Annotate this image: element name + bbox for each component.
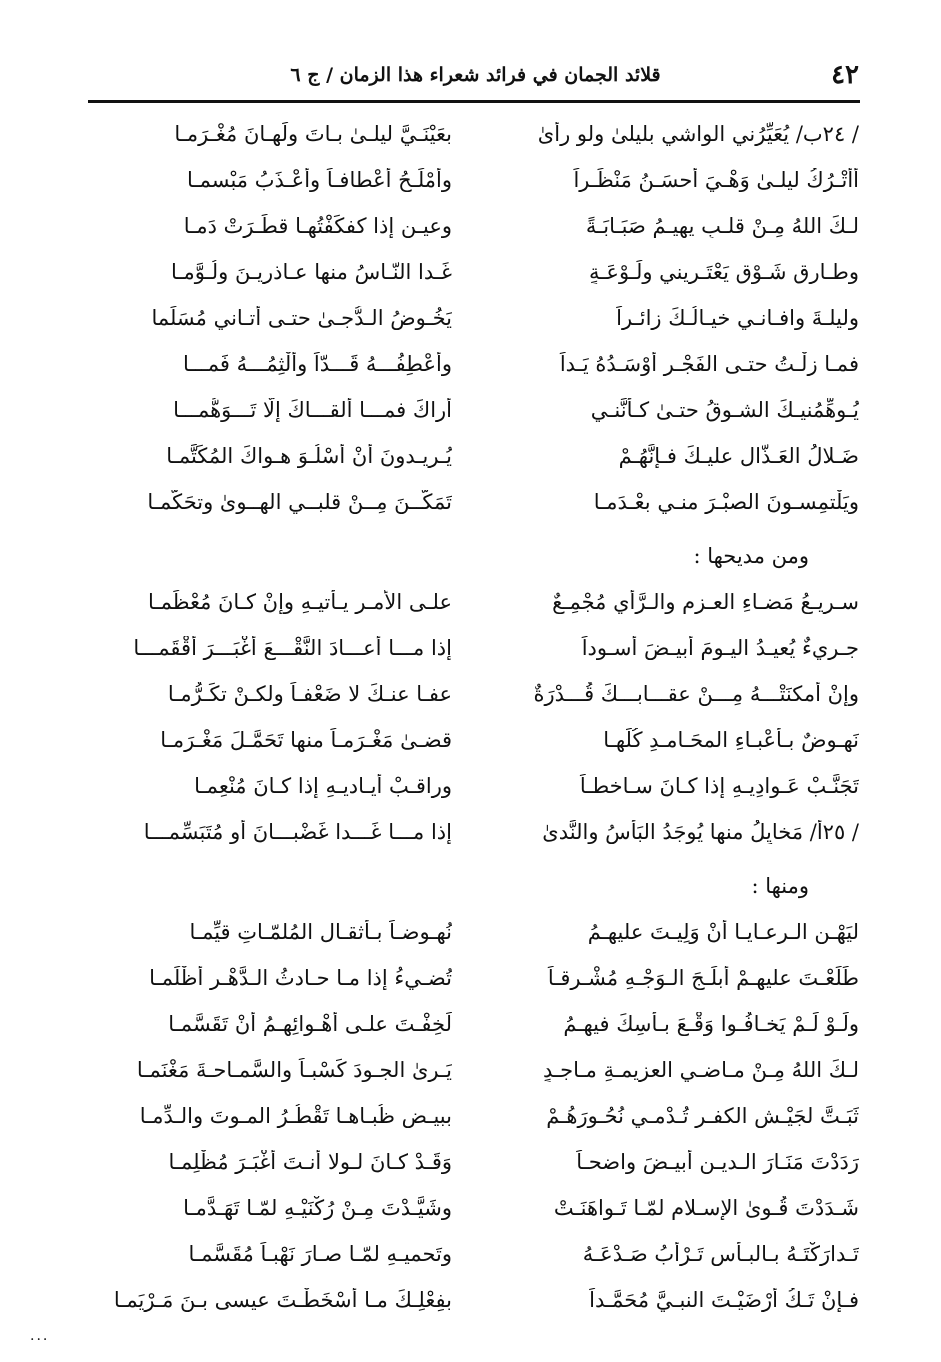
verse-second-hemistich: علـى الأمـرِ يـأتيـهِ وإنْ كـانَ مُعْظَمـا — [148, 590, 452, 614]
verse-second-hemistich: قضـىٰ مَغْـرَمـاً منها تَحَمَّـلَ مَغْـرَمـا — [160, 728, 452, 752]
verse-second-hemistich: بعَيْنَـيَّ ليلـىٰ بـاتَ ولَهـانَ مُغْـرَمـا — [174, 122, 452, 146]
verse-first-hemistich: يُـوهِّمُنيـكَ الشـوقُ حتـىٰ كـأنَّنـي — [590, 398, 859, 422]
verse-first-hemistich: شَـدَدْتَ قُـوىٰ الإسـلامِ لمّـا تَـواهَنَـتْ — [553, 1196, 859, 1220]
verse-second-hemistich: يَـرىٰ الجـودَ كَسْبـاً والسَّمـاحـةَ مَغْنَمـا — [136, 1058, 452, 1082]
poem-section — [92, 864, 859, 1324]
verse-second-hemistich: إذا مـــا أعـــادَ النَّقْـــعَ أغْبَـــرَ أقْقَمـــا — [133, 636, 452, 660]
verse-second-hemistich: تَمَكَّــنَ مِــنْ قلبــي الهــوىٰ وتحَكَّمـا — [147, 490, 452, 514]
verse-first-hemistich: وطـارقِ شَـوْقٍ يَعْتَـريني ولَـوْعَـةٍ — [589, 260, 859, 284]
verse-first-hemistich: ولَـوْ لَـمْ يَخـافُـوا وَقْـعَ بـأسِكَ فيهِـمُ — [563, 1012, 859, 1036]
verse-line — [92, 158, 859, 204]
verse-first-hemistich: ليَهْـنِ الـرعـايـا أنْ وَلِيـتَ عليهـمُ — [587, 920, 859, 944]
verse-first-hemistich: تَجَنَّـبْ عَـوادِيـهِ إذا كـانَ سـاخطـاً — [579, 774, 859, 798]
verse-line — [92, 672, 859, 718]
verse-line — [92, 204, 859, 250]
verse-second-hemistich: وأعْطِفُـــهُ قَـــدّاً وألْثِمُـــهُ فَمـــا — [182, 352, 452, 376]
verse-line — [92, 1232, 859, 1278]
section-intro: ومن مديحها : — [693, 544, 809, 568]
verse-line — [92, 388, 859, 434]
verse-first-hemistich: فـإنْ تَـكُ أرْضَيْـتَ النبـيَّ مُحَمَّـداً — [589, 1288, 859, 1312]
verse-second-hemistich: ببيـضٍ ظُبـاهـا تَقْطُـرُ المـوتَ والـدِّمـا — [139, 1104, 452, 1128]
verse-line — [92, 580, 859, 626]
verse-first-hemistich: لـكَ اللهُ مِـنْ مـاضـي العزيمـةِ مـاجـدٍ — [542, 1058, 859, 1082]
verse-first-hemistich: لـكَ اللهُ مِـنْ قلـبٍ يهيـمُ صَبَـابَـةً — [585, 214, 859, 238]
verse-second-hemistich: بفِعْلِـكَ مـا أسْخَطْـتَ عيسى بـنَ مَـرْيَمـا — [113, 1288, 452, 1312]
verse-second-hemistich: وَقَـدْ كـانَ لـولا أنـتَ أغْبَـرَ مُظْلِمـا — [168, 1150, 452, 1174]
verse-first-hemistich: نَهـوضٌ بـأعْبـاءِ المحَـامـدِ كُلِّهـا — [603, 728, 859, 752]
running-title: قلائد الجمان في فرائد شعراء هذا الزمان / ج ٦ — [290, 64, 661, 86]
verse-line — [92, 956, 859, 1002]
verse-second-hemistich: يُـرِيـدونَ أنْ أسْلُـوَ هـواكَ المُكَتَّمـا — [166, 444, 452, 468]
verse-first-hemistich: ضَـلالُ العَـذّالِ عليـكَ فـإنَّهُـمْ — [618, 444, 859, 468]
section-gap — [92, 856, 859, 864]
verse-second-hemistich: غَـدا النّـاسُ منها عـاذرِيـنَ ولُـوَّمـا — [170, 260, 452, 284]
verse-first-hemistich: / ٢٥أ/ مَخايِلُ منها يُوجَدُ البَأْسُ والنَّدىٰ — [542, 820, 859, 844]
verse-line — [92, 1094, 859, 1140]
verse-line — [92, 1278, 859, 1324]
verse-second-hemistich: يَخُـوضُ الـدُّجـىٰ حتـى أتـاني مُسَلِّما — [151, 306, 452, 330]
poem-body — [92, 112, 859, 1324]
verse-first-hemistich: جـريءٌ يُعيـدُ اليـومَ أبيـضَ أسـوداً — [581, 636, 859, 660]
verse-line — [92, 626, 859, 672]
verse-line — [92, 250, 859, 296]
section-intro: ومنها : — [751, 874, 809, 898]
poem-section — [92, 534, 859, 856]
header-rule — [88, 100, 860, 103]
verse-second-hemistich: وراقـبْ أيـاديـهِ إذا كـانَ مُنْعِمـا — [194, 774, 452, 798]
verse-first-hemistich: ثَبَـتَّ لجَيْـشِ الكفـرِ تُـدْمـي نُحُـورَهُـمْ — [546, 1104, 859, 1128]
verse-second-hemistich: وشَيَّـدْتَ مِـنْ رُكْنَيْـهِ لمّـا تَهَـدَّمـا — [183, 1196, 452, 1220]
verse-line — [92, 1048, 859, 1094]
verse-first-hemistich: / ٢٤ب/ يُعَيِّرُني الواشي بليلىٰ ولو رأىٰ — [537, 122, 859, 146]
verse-line — [92, 296, 859, 342]
verse-first-hemistich: تَـدارَكْتَـهُ بـالبـأسِ تَـرْأَبُ صَـدْعَـهُ — [582, 1242, 859, 1266]
page-number: ٤٢ — [831, 60, 859, 90]
verse-line — [92, 480, 859, 526]
verse-line — [92, 434, 859, 480]
verse-first-hemistich: أأتْـرُكُ ليلـىٰ وَهْـيَ أحسَـنُ مَنْظَـراً — [573, 168, 859, 192]
verse-second-hemistich: إذا مـــا غَـــدا غَضْبـــانَ أو مُتَبَسِّمـــا — [143, 820, 452, 844]
poem-section — [92, 112, 859, 526]
section-gap — [92, 526, 859, 534]
verse-first-hemistich: ويَلْتمِسـونَ الصبْـرَ منـي بعْـدَمـا — [593, 490, 859, 514]
verse-first-hemistich: وليلـةَ وافـانـي خيـالُـكَ زائـراً — [616, 306, 859, 330]
verse-line — [92, 1140, 859, 1186]
page-header — [92, 58, 859, 98]
verse-second-hemistich: أراكَ فمـــا ألقـــاكَ إلّا تَـــوَهُّمـــا — [173, 398, 452, 422]
verse-first-hemistich: سـريـعُ مَضـاءِ العـزمِ والـرَّأْيِ مُجْمِـعٌ — [552, 590, 859, 614]
verse-first-hemistich: رَدَدْتَ مَنَـارَ الـديـنِ أبيـضَ واضحـاً — [576, 1150, 859, 1174]
verse-line — [92, 1186, 859, 1232]
verse-line — [92, 342, 859, 388]
verse-first-hemistich: طَلَعْـتَ عليهـمْ أبلَـجَ الـوَجْـهِ مُشْـرِقـاً — [547, 966, 859, 990]
verse-second-hemistich: نُهـوضـاً بـأثقـالِ المُلمّـاتِ قيِّمـا — [189, 920, 452, 944]
verse-first-hemistich: فمـا زِلْـتُ حتـى الفَجْـرِ أوْسَـدُهُ يَـداً — [559, 352, 859, 376]
verse-second-hemistich: عفـا عنـكَ لا ضَعْفـاً ولكـنْ تكَـرُّمـا — [167, 682, 452, 706]
catchword-dots: ... — [30, 1328, 50, 1344]
verse-line — [92, 1002, 859, 1048]
verse-line — [92, 764, 859, 810]
verse-first-hemistich: وإنْ أمكنَتْـــهُ مِـــنْ عقـــابـــكَ قُـــدْرَةٌ — [533, 682, 859, 706]
verse-second-hemistich: لَخِفْـتَ علـى أهْـوائِهـمُ أنْ تَقَسَّمـا — [168, 1012, 452, 1036]
verse-line — [92, 910, 859, 956]
verse-line — [92, 810, 859, 856]
verse-second-hemistich: وعيـنٍ إذا كفكَفْتُهـا قطَـرَتْ دَمـا — [183, 214, 452, 238]
verse-line — [92, 718, 859, 764]
verse-line — [92, 112, 859, 158]
verse-second-hemistich: وأمْلَـحُ أعْطافـاً وأعْـذَبُ مَبْسمـا — [187, 168, 452, 192]
verse-second-hemistich: وتَحميـهِ لمّـا صـارَ نَهْبـاً مُقَسَّمـا — [188, 1242, 452, 1266]
verse-second-hemistich: تُضـيءُ إذا مـا حـادثُ الـدَّهْـرِ أظْلَمـا — [149, 966, 452, 990]
